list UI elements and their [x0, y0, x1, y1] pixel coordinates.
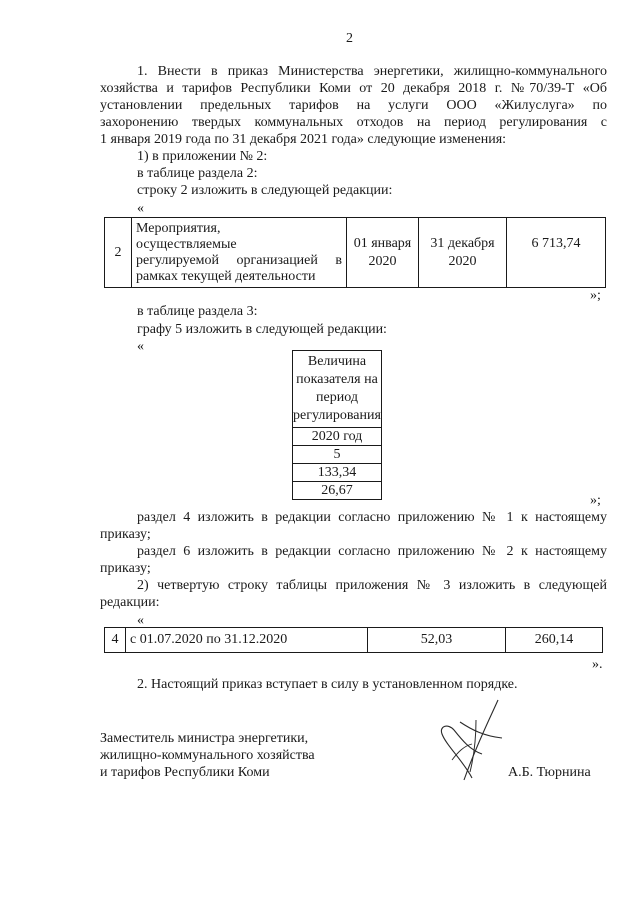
table-row: [105, 628, 603, 653]
section3-heading: в таблице раздела 3:: [137, 304, 258, 319]
para1-line-4: захоронению твердых коммунальных отходов на период регулирования с: [100, 115, 607, 130]
row-value-1: 52,03: [368, 628, 506, 653]
column5-header: [293, 351, 382, 428]
para1-line-5: 1 января 2019 года по 31 декабря 2021 года» следующие изменения:: [100, 132, 507, 147]
table-row: [105, 218, 606, 288]
row-description: [132, 218, 347, 288]
section6-line-2: приказу;: [100, 561, 151, 576]
row-value-2: 260,14: [506, 628, 603, 653]
header-line-3: период: [316, 390, 358, 405]
para1-line-3: установлении предельных тарифов на услуги ООО «Жилуслуга» по: [100, 98, 607, 113]
para2: 2. Настоящий приказ вступает в силу в установленном порядке.: [137, 677, 518, 692]
close-quote-1: »;: [590, 288, 601, 303]
item2-line-2: редакции:: [100, 595, 160, 610]
column5-value-2: 133,34: [293, 464, 382, 482]
open-quote-3: «: [137, 613, 144, 628]
column5-value-3: 26,67: [293, 482, 382, 500]
table-appendix3-row4: [104, 627, 603, 653]
header-line-1: Величина: [307, 354, 367, 369]
signer-title-line-3: и тарифов Республики Коми: [100, 765, 270, 780]
table-column5: [292, 350, 382, 500]
signer-title-line-2: жилищно-коммунального хозяйства: [100, 748, 315, 763]
date-from: [347, 218, 419, 288]
close-quote-2: »;: [590, 493, 601, 508]
row-value: 6 713,74: [507, 218, 606, 288]
sub1-row2-instruction: строку 2 изложить в следующей редакции:: [137, 183, 393, 198]
desc-line-1: Мероприятия,: [136, 221, 221, 236]
column5-value-1: 5: [293, 446, 382, 464]
date-from-day: 01 января: [353, 235, 412, 251]
open-quote-2: «: [137, 339, 144, 354]
section4-line-2: приказу;: [100, 527, 151, 542]
section6-line-1: раздел 6 изложить в редакции согласно приложению № 2 к настоящему: [137, 544, 607, 559]
row-number: 4: [105, 628, 126, 653]
table-row: [293, 446, 382, 464]
table-row: [293, 351, 382, 428]
section4-line-1: раздел 4 изложить в редакции согласно приложению № 1 к настоящему: [137, 510, 607, 525]
column5-year: 2020 год: [293, 428, 382, 446]
column5-instruction: графу 5 изложить в следующей редакции:: [137, 322, 387, 337]
table-row: [293, 482, 382, 500]
open-quote-1: «: [137, 201, 144, 216]
signer-title-line-1: Заместитель министра энергетики,: [100, 731, 309, 746]
desc-line-2: осуществляемые: [136, 237, 237, 252]
item2-line-1: 2) четвертую строку таблицы приложения № 3 изложить в следующей: [137, 578, 607, 593]
signer-name: А.Б. Тюрнина: [508, 765, 591, 780]
para1-line-1: 1. Внести в приказ Министерства энергетики, жилищно-коммунального: [137, 64, 607, 79]
page-number: 2: [346, 31, 353, 46]
row-period: с 01.07.2020 по 31.12.2020: [126, 628, 368, 653]
close-quote-3: ».: [592, 657, 603, 672]
sub1-table-section2: в таблице раздела 2:: [137, 166, 258, 181]
header-line-2: показателя на: [296, 372, 378, 387]
table-row: [293, 464, 382, 482]
date-to: [419, 218, 507, 288]
date-to-year: 2020: [448, 253, 477, 269]
row-number: 2: [105, 218, 132, 288]
desc-line-4: рамках текущей деятельности: [136, 269, 316, 284]
date-to-day: 31 декабря: [430, 235, 495, 251]
table-section2-row2: [104, 217, 606, 288]
header-line-4: регулирования: [293, 408, 381, 423]
handwritten-signature-icon: [412, 690, 522, 790]
desc-line-3: регулируемой организацией в: [136, 253, 342, 268]
para1-line-2: хозяйства и тарифов Республики Коми от 20 декабря 2018 г. №70/39-Т «Об: [100, 81, 607, 96]
sub1-heading: 1) в приложении № 2:: [137, 149, 268, 164]
date-from-year: 2020: [368, 253, 397, 269]
table-row: [293, 428, 382, 446]
